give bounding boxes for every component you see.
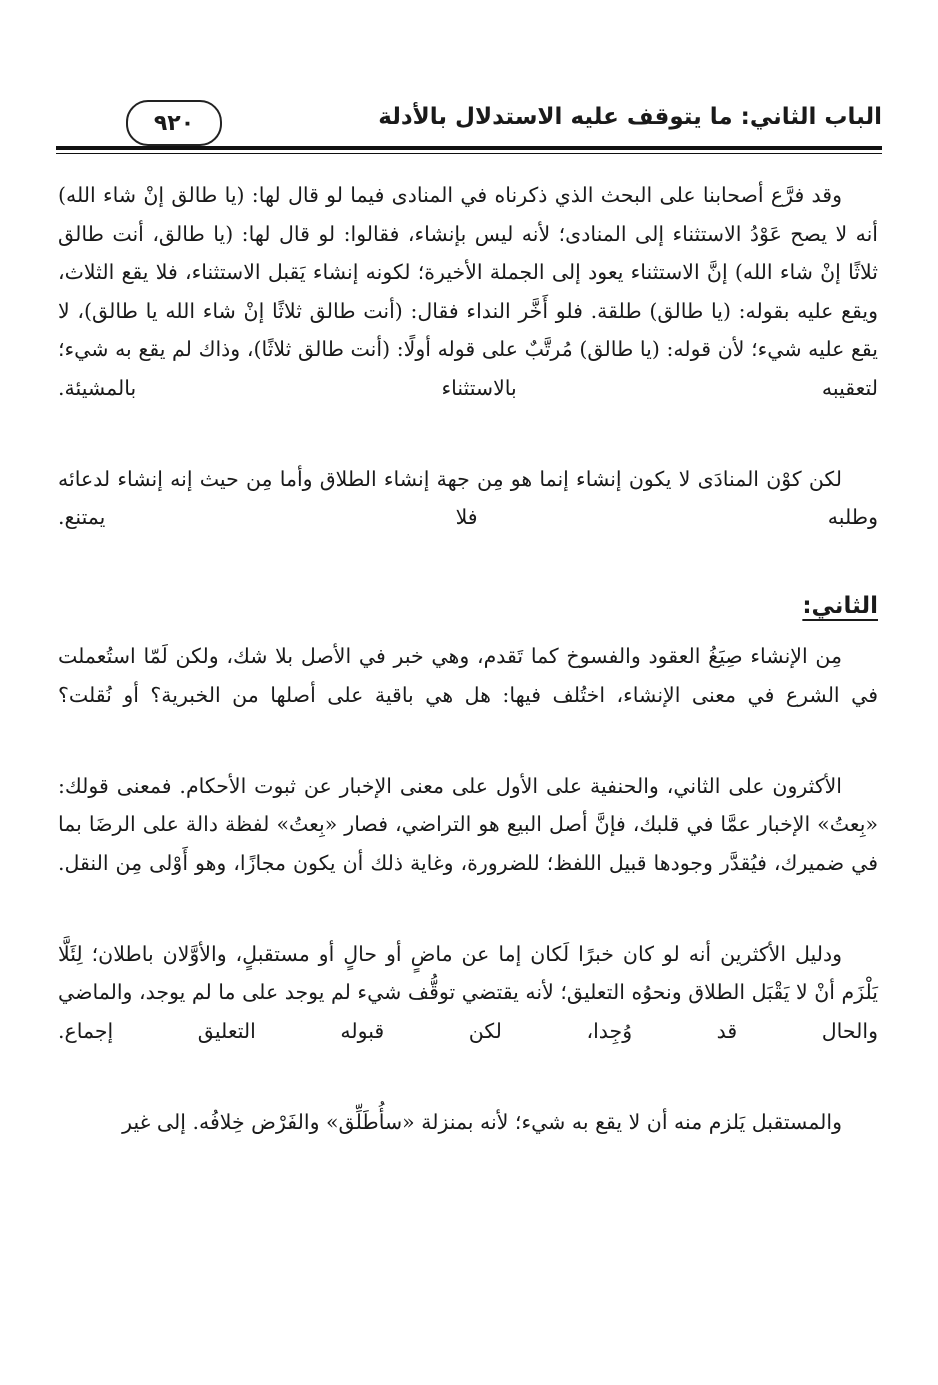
page-number: ٩٢٠ (126, 100, 222, 146)
page-body (58, 176, 878, 1155)
section-heading: الثاني: (802, 593, 878, 619)
paragraph: وقد فرَّع أصحابنا على البحث الذي ذكرناه في المنادى فيما لو قال لها: (يا طالق إنْ شاء الله) أنه لا يصح عَوْدُ الاستثناء إلى المنادى؛ لأنه ليس بإنشاء، فقالوا: لو قال لها: (يا طالق، أنت طالق ثلاثًا إنْ شاء الله) إنَّ الاستثناء يعود إلى الجملة الأخيرة؛ لكونه إنشاء يَقبل الاستثناء، فلا يقع الثلاث، ويقع عليه بقوله: (يا طالق) طلقة. فلو أَخَّر النداء فقال: (أنت طالق ثلاثًا إنْ شاء الله يا طالق)، لا يقع عليه شيء؛ لأن قوله: (يا طالق) مُرتَّبٌ على قوله أولًا: (أنت طالق ثلاثًا)، وذاك لم يقع به شيء؛ لتعقيبه بالاستثناء بالمشيئة. (58, 183, 878, 400)
paragraph: الأكثرون على الثاني، والحنفية على الأول على معنى الإخبار عن ثبوت الأحكام. فمعنى قولك: «بِعتُ» الإخبار عمَّا في قلبك، فإنَّ أصل البيع هو التراضي، فصار «بِعتُ» لفظة دالة على الرضَا بما في ضميرك، فيُقدَّر وجودها قبيل اللفظ؛ للضرورة، وغاية ذلك أن يكون مجازًا، وهو أَوْلى مِن النقل. (58, 773, 878, 875)
header-rule-thick (56, 146, 882, 150)
header-rule-thin (56, 153, 882, 154)
chapter-title: الباب الثاني: ما يتوقف عليه الاستدلال بالأدلة (378, 104, 882, 130)
paragraph: والمستقبل يَلزم منه أن لا يقع به شيء؛ لأنه بمنزلة «سأُطَلِّق» والفَرْض خِلافُه. إلى غير (122, 1109, 842, 1134)
paragraph: ودليل الأكثرين أنه لو كان خبرًا لَكان إما عن ماضٍ أو حالٍ أو مستقبلٍ، والأوَّلان باطلان؛ لِئَلَّا يَلْزَم أنْ لا يَقْبَل الطلاق ونحوُه التعليق؛ لأنه يقتضي توقُّف شيء لم يوجد على ما لم يوجد، والماضي والحال قد وُجِدا، لكن قبوله التعليق إجماع. (58, 941, 878, 1043)
paragraph: لكن كوْن المنادَى لا يكون إنشاء إنما هو مِن جهة إنشاء الطلاق وأما مِن حيث إنه إنشاء لدعائه وطلبه فلا يمتنع. (58, 466, 878, 529)
running-header (56, 100, 882, 152)
paragraph: مِن الإنشاء صِيَغُ العقود والفسوخ كما تَقدم، وهي خبر في الأصل بلا شك، ولكن لَمّا استُعملت في الشرع في معنى الإنشاء، اختُلف فيها: هل هي باقية على أصلها من الخبرية؟ أو نُقلت؟ (58, 644, 878, 707)
